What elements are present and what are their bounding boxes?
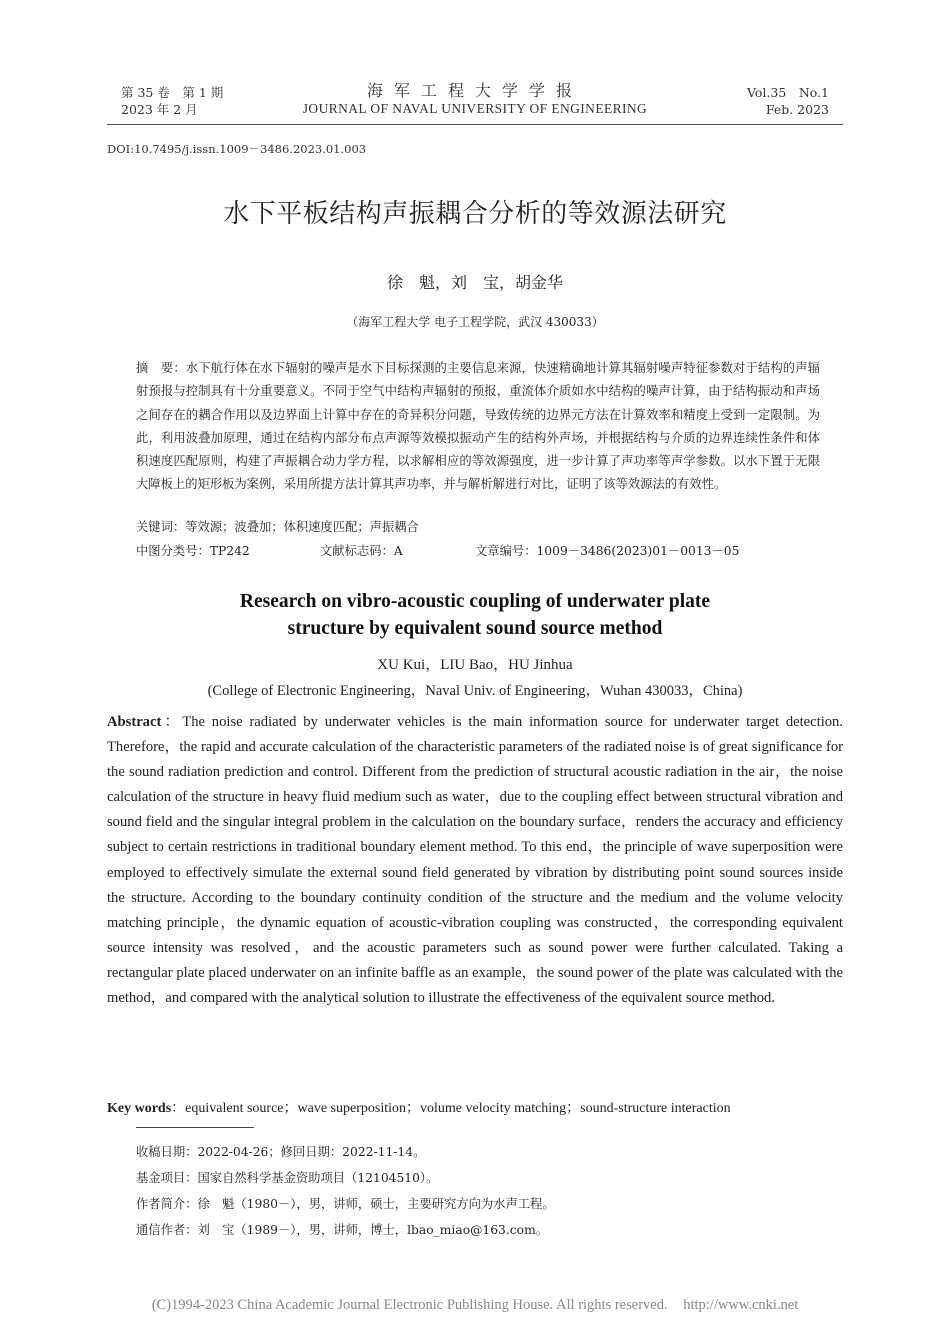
keywords-cn-text: 等效源；波叠加；体积速度匹配；声振耦合 [185, 520, 419, 534]
abstract-en [107, 710, 843, 1011]
header-volume-issue-en: Vol.35 No.1 [747, 85, 829, 100]
copyright-url[interactable]: http://www.cnki.net [683, 1297, 799, 1313]
footnotes [136, 1139, 555, 1243]
authors-en: XU Kui，LIU Bao，HU Jinhua [377, 657, 573, 673]
keywords-en [107, 1097, 731, 1117]
affiliation-en: (College of Electronic Engineering，Naval Univ. of Engineering，Wuhan 430033，China) [207, 683, 743, 699]
paper-title-cn: 水下平板结构声振耦合分析的等效源法研究 [223, 199, 727, 229]
paper-title-en-line1: Research on vibro-acoustic coupling of underwater plate [239, 591, 711, 612]
keywords-en-text: ：equivalent source；wave superposition；volume velocity matching；sound-structure interaction [171, 1101, 731, 1116]
abstract-cn [136, 357, 820, 497]
footnote-divider [136, 1127, 254, 1128]
journal-name-cn: 海军工程大学学报 [366, 81, 583, 100]
article-number: 文章编号：1009－3486(2023)01－0013－05 [475, 544, 740, 558]
header-divider [107, 124, 843, 125]
abstract-cn-text: 水下航行体在水下辐射的噪声是水下目标探测的主要信息来源，快速精确地计算其辐射噪声特征参数对于结构的声辐射预报与控制具有十分重要意义。不同于空气中结构声辐射的预报，重流体介质如水中结构的噪声计算，由于结构振动和声场之间存在的耦合作用以及边界面上计算中存在的奇异积分问题，导致传统的边界元方法在计算效率和精度上受到一定限制。为此，利用波叠加原理，通过在结构内部分布点声源等效模拟振动产生的结构外声场，并根据结构与介质的边界连续性条件和体积速度匹配原则，构建了声振耦合动力学方程，以求解相应的等效源强度，进一步计算了声功率等声学参数。以水下置于无限大障板上的矩形板为案例，采用所提方法计算其声功率，并与解析解进行对比，证明了该等效源法的有效性。 [136, 361, 820, 492]
authors-cn: 徐 魁，刘 宝，胡金华 [386, 273, 563, 292]
keywords-cn [136, 517, 419, 535]
abstract-en-text: ：The noise radiated by underwater vehicles is the main information source for underwater target detection. Therefore，the rapid and accurate calculation of the characteristic parameters of the radiated noise is of great significance for the sound radiation prediction and control. Different from the prediction of structural acoustic radiation in the air，the noise calculation of the structure in heavy fluid medium such as water，due to the coupling effect between structural vibration and sound field and the singular integral problem in the calculation on the boundary surface，renders the accuracy and efficiency subject to certain restrictions in traditional boundary element method. To this end，the principle of wave superposition were employed to effectively simulate the external sound field generated by vibration by distributing point sound sources inside the structure. According to the boundary continuity condition of the structure and the medium and the volume velocity matching principle，the dynamic equation of acoustic-vibration coupling was constructed，the corresponding equivalent source intensity was resolved，and the acoustic parameters such as sound power were further calculated. Taking a rectangular plate placed underwater on an infinite baffle as an example，the sound power of the plate was calculated with the method，and compared with the analytical solution to illustrate the effectiveness of the equivalent source method. [107, 714, 843, 1007]
header-volume-issue-en-block [747, 84, 829, 118]
footnote-author-bio: 作者简介：徐 魁（1980－），男，讲师，硕士，主要研究方向为水声工程。 [136, 1197, 555, 1211]
document-code: 文献标志码：A [320, 544, 403, 558]
footnote-funding: 基金项目：国家自然科学基金资助项目（12104510）。 [136, 1171, 439, 1185]
abstract-en-label: Abstract [107, 714, 162, 730]
keywords-cn-label: 关键词： [136, 520, 186, 534]
copyright-notice [0, 1297, 950, 1314]
header-date-en: Feb. 2023 [765, 102, 829, 117]
clc-number: 中图分类号：TP242 [136, 544, 250, 558]
doi: DOI:10.7495/j.issn.1009－3486.2023.01.003 [107, 142, 367, 156]
affiliation-cn: （海军工程大学 电子工程学院，武汉 430033） [346, 315, 604, 329]
footnote-received-date: 收稿日期：2022-04-26；修回日期：2022-11-14。 [136, 1145, 426, 1159]
header-date-cn: 2023 年 2 月 [121, 102, 198, 117]
footnote-corresponding-author: 通信作者：刘 宝（1989－），男，讲师，博士，lbao_miao@163.com。 [136, 1223, 549, 1237]
journal-name-en: JOURNAL OF NAVAL UNIVERSITY OF ENGINEERING [302, 101, 648, 116]
abstract-cn-label: 摘 要： [136, 361, 186, 375]
keywords-en-label: Key words [107, 1101, 172, 1116]
paper-title-en-line2: structure by equivalent sound source method [287, 618, 663, 639]
paper-title-en [0, 588, 950, 642]
header-volume-issue-cn: 第 35 卷 第 1 期 [121, 85, 224, 100]
copyright-text: (C)1994-2023 China Academic Journal Electronic Publishing House. All rights reserved. [151, 1297, 668, 1313]
